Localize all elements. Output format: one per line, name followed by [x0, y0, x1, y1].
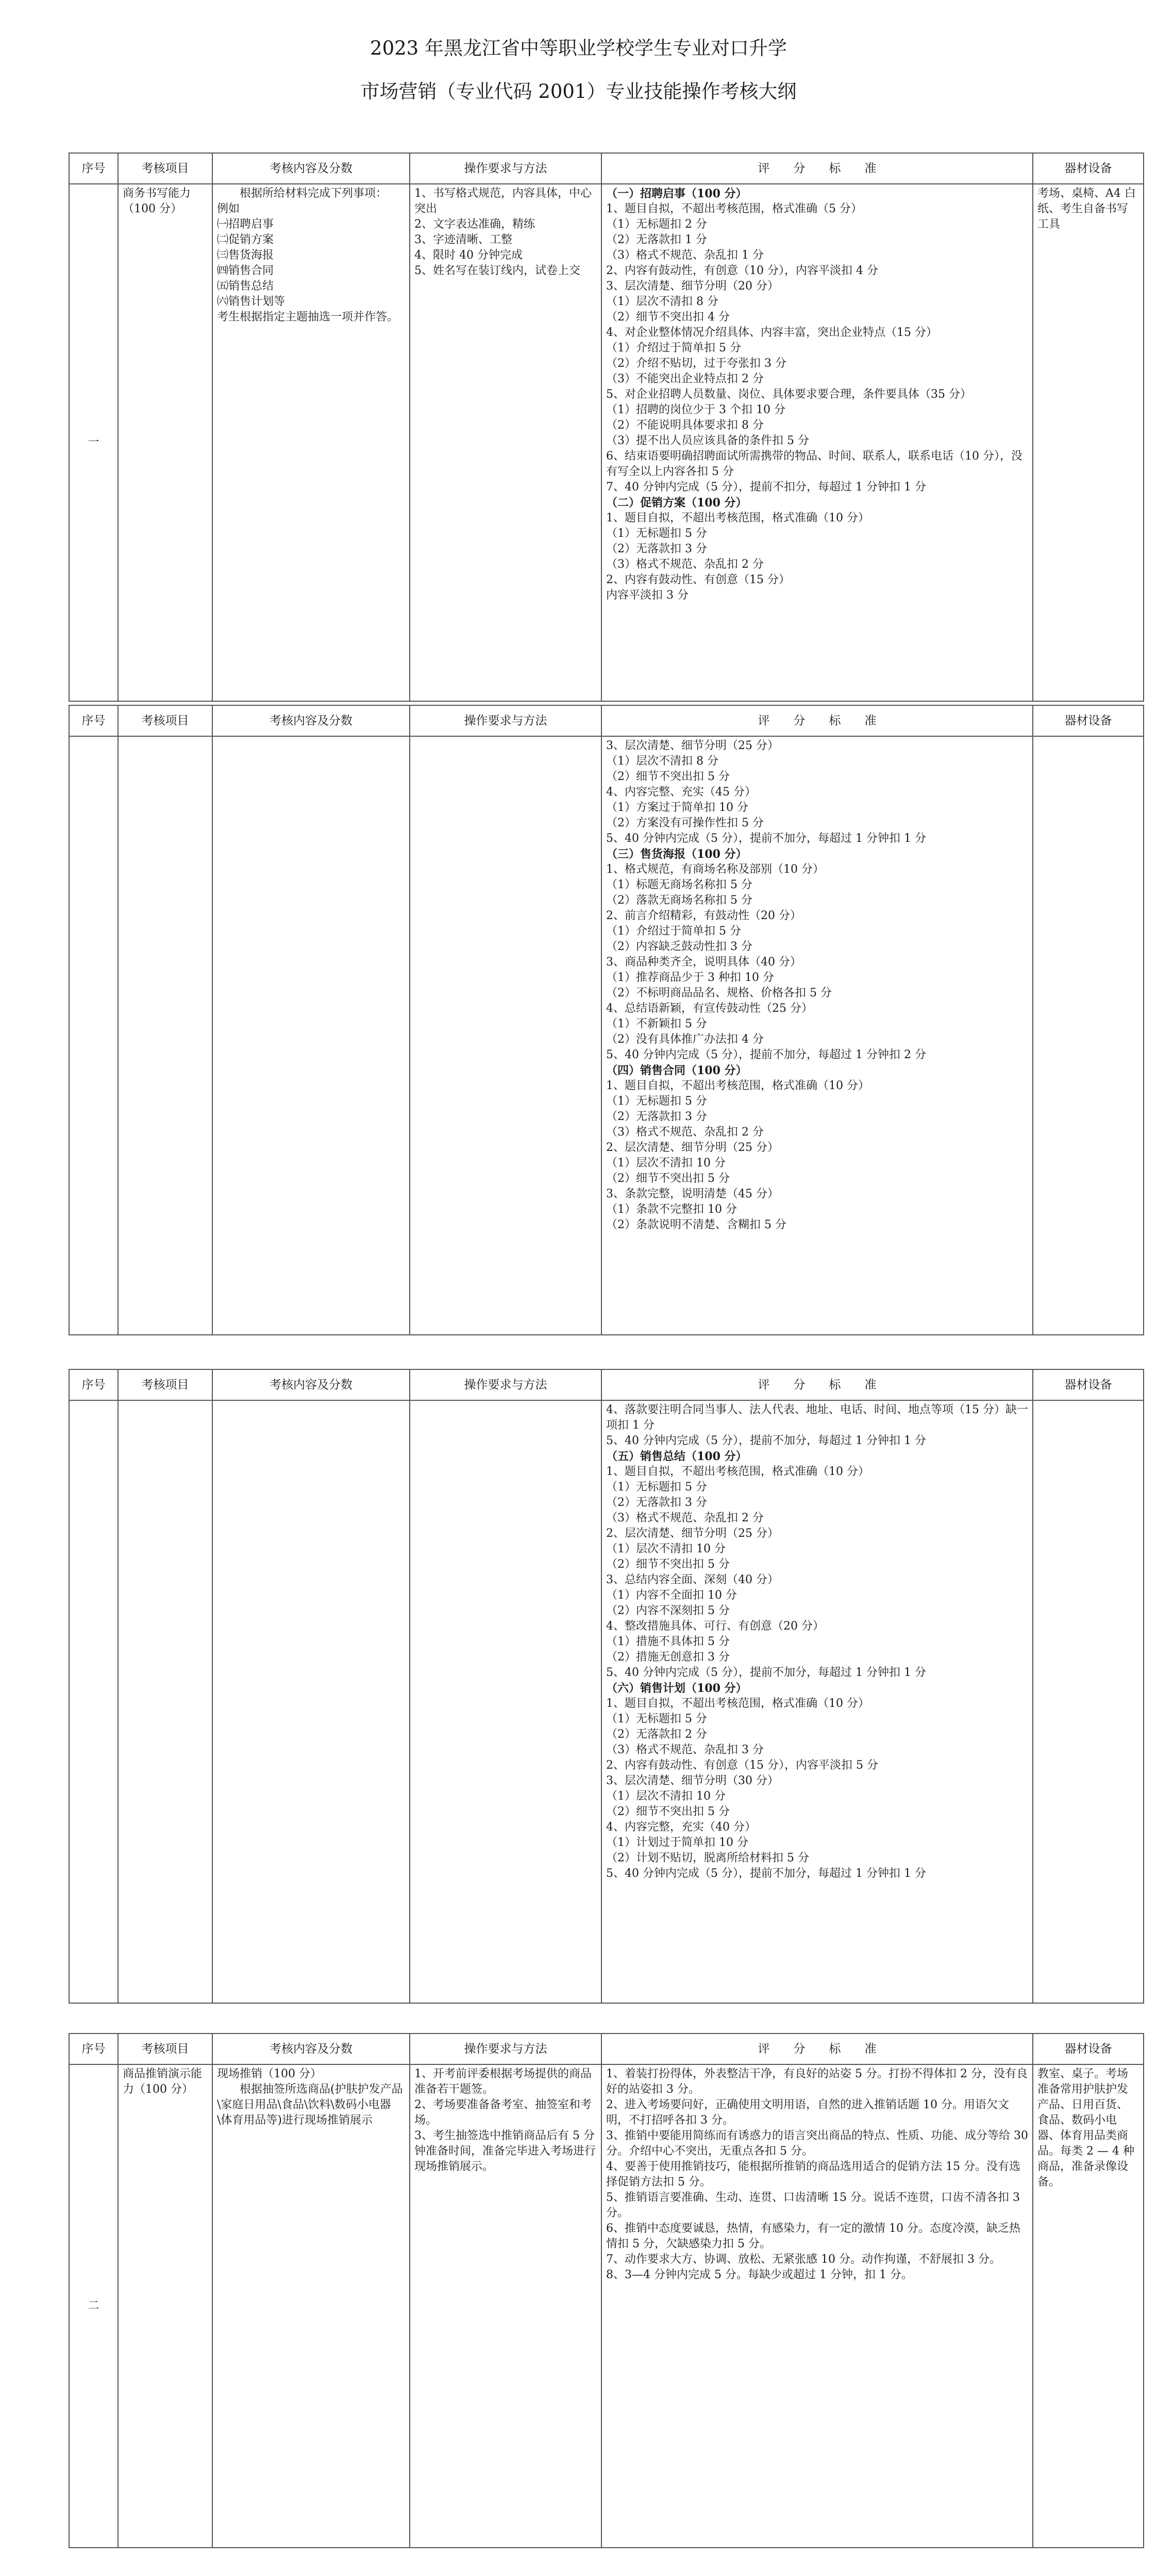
criteria-line: 1、题目自拟，不超出考核范围，格式准确（10 分）	[606, 1697, 869, 1710]
header-equipment: 器材设备	[1033, 153, 1144, 184]
header-item: 考核项目	[118, 153, 212, 184]
criteria-line: 6、结束语要明确招聘面试所需携带的物品、时间、联系人，联系电话（10 分），没有写全以上内容各扣 5 分	[606, 450, 1022, 478]
criteria-line: 1、着装打扮得体，外表整洁干净，有良好的站姿 5 分。打扮不得体扣 2 分，没有良好的站姿扣 3 分。	[606, 2067, 1028, 2096]
criteria-line: 3、商品种类齐全，说明具体（40 分）	[606, 956, 801, 969]
cell-content	[212, 736, 410, 1335]
criteria-line: 1、题目自拟，不超出考核范围，格式准确（5 分）	[606, 202, 862, 215]
cell-method	[410, 184, 601, 701]
header-content: 考核内容及分数	[212, 153, 410, 184]
method-line: 4、限时 40 分钟完成	[414, 249, 523, 262]
cell-equipment	[1033, 736, 1144, 1335]
criteria-line: 6、推销中态度要诚恳，热情，有感染力，有一定的激情 10 分。态度冷漠，缺乏热情扣 5 分，欠缺感染力扣 5 分。	[606, 2222, 1020, 2250]
criteria-line: 2、内容有鼓动性、有创意（15 分），内容平淡扣 5 分	[606, 1759, 878, 1772]
criteria-line: （2）细节不突出扣 5 分	[606, 1805, 730, 1818]
criteria-line: （3）格式不规范、杂乱扣 3 分	[606, 1743, 764, 1756]
cell-criteria	[601, 1400, 1033, 2003]
criteria-line: （2）无落款扣 3 分	[606, 1110, 707, 1123]
criteria-line: 3、推销中要能用简练而有诱惑力的语言突出商品的特点、性质、功能、成分等给 30 分。介绍中心不突出，无重点各扣 5 分。	[606, 2129, 1028, 2158]
criteria-line: （1）介绍过于简单扣 5 分	[606, 342, 741, 354]
criteria-line: 5、40 分钟内完成（5 分），提前不加分，每超过 1 分钟扣 1 分	[606, 1434, 926, 1447]
criteria-line: （1）方案过于简单扣 10 分	[606, 801, 748, 814]
criteria-line: （1）推荐商品少于 3 种扣 10 分	[606, 971, 774, 984]
criteria-line: （2）不能说明具体要求扣 8 分	[606, 419, 764, 432]
criteria-line: 4、整改措施具体、可行、有创意（20 分）	[606, 1620, 824, 1633]
content-line: 根据所给材料完成下列事项：	[240, 187, 388, 200]
criteria-line: 4、落款要注明合同当事人、法人代表、地址、电话、时间、地点等项（15 分）缺一项扣 1 分	[606, 1403, 1028, 1432]
header-method: 操作要求与方法	[410, 705, 601, 736]
method-line: 5、姓名写在装订线内，试卷上交	[414, 264, 580, 277]
criteria-line: （2）细节不突出扣 5 分	[606, 770, 730, 783]
cell-method	[410, 2064, 601, 2548]
content-line: ㈥销售计划等	[217, 295, 286, 308]
criteria-line: （1）层次不清扣 10 分	[606, 1543, 726, 1555]
criteria-line: （1）内容不全面扣 10 分	[606, 1589, 737, 1602]
criteria-line: （2）无落款扣 3 分	[606, 543, 707, 555]
criteria-line: （1）无标题扣 2 分	[606, 218, 707, 231]
criteria-line: 2、进入考场要问好，正确使用文明用语，自然的进入推销话题 10 分。用语欠文明，不打招呼各扣 3 分。	[606, 2098, 1009, 2127]
cell-seq: 二	[69, 2064, 118, 2548]
outline-table-section-4	[69, 2033, 1144, 2548]
header-method: 操作要求与方法	[410, 1369, 601, 1400]
header-equipment: 器材设备	[1033, 705, 1144, 736]
criteria-line: 2、层次清楚、细节分明（25 分）	[606, 1141, 779, 1154]
criteria-line: 4、要善于使用推销技巧，能根据所推销的商品选用适合的促销方法 15 分。没有选择促销方法扣 5 分。	[606, 2160, 1020, 2189]
criteria-heading: （五）销售总结（100 分）	[606, 1450, 747, 1463]
criteria-line: （1）无标题扣 5 分	[606, 527, 707, 540]
cell-item: 商务书写能力（100 分）	[118, 184, 212, 701]
header-seq: 序号	[69, 153, 118, 184]
header-seq: 序号	[69, 705, 118, 736]
criteria-line: （2）无落款扣 2 分	[606, 1728, 707, 1741]
criteria-line: （2）细节不突出扣 4 分	[606, 311, 730, 324]
criteria-line: （2）无落款扣 1 分	[606, 233, 707, 246]
content-line: 例如	[217, 202, 240, 215]
criteria-line: （3）格式不规范、杂乱扣 2 分	[606, 1512, 764, 1524]
criteria-line: 4、内容完整、充实（45 分）	[606, 786, 756, 799]
criteria-line: （1）标题无商场名称扣 5 分	[606, 878, 752, 891]
header-item: 考核项目	[118, 2033, 212, 2064]
criteria-line: （1）条款不完整扣 10 分	[606, 1203, 737, 1216]
header-criteria: 评 分 标 准	[601, 153, 1033, 184]
criteria-line: （1）层次不清扣 10 分	[606, 1157, 726, 1170]
cell-criteria	[601, 2064, 1033, 2548]
content-title: 现场推销（100 分）	[217, 2067, 322, 2080]
content-line: ㈡促销方案	[217, 233, 274, 246]
header-content: 考核内容及分数	[212, 1369, 410, 1400]
cell-criteria	[601, 736, 1033, 1335]
criteria-line: 3、层次清楚、细节分明（25 分）	[606, 739, 779, 752]
criteria-line: （2）方案没有可操作性扣 5 分	[606, 817, 764, 829]
cell-seq	[69, 1400, 118, 2003]
cell-item	[118, 736, 212, 1335]
header-item: 考核项目	[118, 1369, 212, 1400]
outline-table-section-1	[69, 152, 1144, 702]
header-content: 考核内容及分数	[212, 2033, 410, 2064]
criteria-line: 4、内容完整，充实（40 分）	[606, 1821, 756, 1834]
header-seq: 序号	[69, 1369, 118, 1400]
cell-equipment: 考场、桌椅、A4 白纸、考生自备书写工具	[1033, 184, 1144, 701]
criteria-line: （2）计划不贴切，脱离所给材料扣 5 分	[606, 1852, 809, 1865]
cell-item	[118, 1400, 212, 2003]
document-title-line1: 2023 年黑龙江省中等职业学校学生专业对口升学	[370, 37, 787, 59]
criteria-line: 2、前言介绍精彩，有鼓动性（20 分）	[606, 909, 801, 922]
criteria-line: （1）层次不清扣 8 分	[606, 755, 718, 768]
criteria-line: （2）内容不深刻扣 5 分	[606, 1604, 730, 1617]
criteria-line: 1、题目自拟，不超出考核范围，格式准确（10 分）	[606, 1465, 869, 1478]
criteria-line: （1）介绍过于简单扣 5 分	[606, 925, 741, 938]
header-criteria: 评 分 标 准	[601, 705, 1033, 736]
criteria-line: （1）不新颖扣 5 分	[606, 1018, 707, 1030]
criteria-line: （3）格式不规范、杂乱扣 2 分	[606, 558, 764, 571]
header-content: 考核内容及分数	[212, 705, 410, 736]
criteria-line: 3、层次清楚、细节分明（30 分）	[606, 1774, 779, 1787]
method-line: 2、考场要准备备考室、抽签室和考场。	[414, 2098, 592, 2127]
content-line: ㈢售货海报	[217, 249, 274, 262]
criteria-line: 5、对企业招聘人员数量、岗位、具体要求要合理，条件要具体（35 分）	[606, 388, 971, 401]
criteria-line: （2）条款说明不清楚、含糊扣 5 分	[606, 1218, 786, 1231]
cell-equipment: 教室、桌子。考场准备常用护肤护发产品、日用百货、食品、数码小电器、体育用品类商品。每类 2 — 4 种商品，准备录像设备。	[1033, 2064, 1144, 2548]
criteria-line: （2）介绍不贴切，过于夸张扣 3 分	[606, 357, 786, 370]
criteria-line: 7、40 分钟内完成（5 分），提前不扣分，每超过 1 分钟扣 1 分	[606, 481, 926, 494]
criteria-heading: （四）销售合同（100 分）	[606, 1064, 747, 1077]
cell-criteria	[601, 184, 1033, 701]
content-line: ㈠招聘启事	[217, 218, 274, 231]
cell-seq: 一	[69, 184, 118, 701]
criteria-line: 5、40 分钟内完成（5 分），提前不加分，每超过 1 分钟扣 2 分	[606, 1048, 926, 1061]
outline-table-section-3	[69, 1369, 1144, 2004]
criteria-line: （2）不标明商品品名、规格、价格各扣 5 分	[606, 987, 832, 999]
header-criteria: 评 分 标 准	[601, 1369, 1033, 1400]
cell-seq	[69, 736, 118, 1335]
criteria-line: 1、题目自拟，不超出考核范围，格式准确（10 分）	[606, 512, 869, 524]
criteria-line: （1）无标题扣 5 分	[606, 1095, 707, 1108]
header-criteria: 评 分 标 准	[601, 2033, 1033, 2064]
cell-content	[212, 184, 410, 701]
outline-table-section-2	[69, 705, 1144, 1335]
criteria-line: 3、条款完整，说明清楚（45 分）	[606, 1188, 779, 1200]
criteria-line: （3）不能突出企业特点扣 2 分	[606, 372, 764, 385]
header-equipment: 器材设备	[1033, 1369, 1144, 1400]
criteria-line: 5、推销语言要准确、生动、连贯、口齿清晰 15 分。说话不连贯，口齿不清各扣 3 分。	[606, 2191, 1020, 2219]
criteria-line: 4、总结语新颖，有宣传鼓动性（25 分）	[606, 1002, 813, 1015]
criteria-line: （3）格式不规范、杂乱扣 2 分	[606, 1126, 764, 1139]
cell-content	[212, 1400, 410, 2003]
criteria-heading: （六）销售计划（100 分）	[606, 1682, 747, 1695]
method-line: 1、书写格式规范，内容具体，中心突出	[414, 187, 592, 215]
criteria-line: （2）细节不突出扣 5 分	[606, 1172, 730, 1185]
criteria-line: 5、40 分钟内完成（5 分），提前不加分，每超过 1 分钟扣 1 分	[606, 1666, 926, 1679]
content-line: ㈤销售总结	[217, 280, 274, 293]
header-equipment: 器材设备	[1033, 2033, 1144, 2064]
criteria-heading: （二）促销方案（100 分）	[606, 496, 747, 510]
method-line: 1、开考前评委根据考场提供的商品准备若干题签。	[414, 2067, 592, 2096]
content-line: ㈣销售合同	[217, 264, 274, 277]
criteria-line: （2）落款无商场名称扣 5 分	[606, 894, 752, 907]
criteria-line: （1）招聘的岗位少于 3 个扣 10 分	[606, 403, 785, 416]
criteria-line: （1）计划过于简单扣 10 分	[606, 1836, 748, 1849]
cell-item: 商品推销演示能力（100 分）	[118, 2064, 212, 2548]
criteria-line: 3、总结内容全面、深刻（40 分）	[606, 1573, 779, 1586]
criteria-line: （2）内容缺乏鼓动性扣 3 分	[606, 940, 752, 953]
criteria-line: 3、层次清楚、细节分明（20 分）	[606, 280, 779, 293]
header-item: 考核项目	[118, 705, 212, 736]
criteria-line: （1）无标题扣 5 分	[606, 1481, 707, 1494]
criteria-line: 1、题目自拟，不超出考核范围，格式准确（10 分）	[606, 1079, 869, 1092]
header-method: 操作要求与方法	[410, 2033, 601, 2064]
criteria-line: 2、内容有鼓动性、有创意（15 分）	[606, 573, 790, 586]
criteria-line: （1）无标题扣 5 分	[606, 1713, 707, 1725]
cell-method	[410, 1400, 601, 2003]
content-line: 考生根据指定主题抽选一项并作答。	[217, 311, 399, 324]
criteria-line: （3）提不出人员应该具备的条件扣 5 分	[606, 434, 809, 447]
document-title-line2: 市场营销（专业代码 2001）专业技能操作考核大纲	[360, 80, 797, 103]
cell-method	[410, 736, 601, 1335]
criteria-line: 内容平淡扣 3 分	[606, 589, 689, 602]
cell-content	[212, 2064, 410, 2548]
header-seq: 序号	[69, 2033, 118, 2064]
criteria-line: 8、3—4 分钟内完成 5 分。每缺少或超过 1 分钟，扣 1 分。	[606, 2268, 913, 2281]
cell-equipment	[1033, 1400, 1144, 2003]
method-line: 2、文字表达准确，精练	[414, 218, 535, 231]
method-line: 3、字迹清晰、工整	[414, 233, 512, 246]
criteria-line: （2）无落款扣 3 分	[606, 1496, 707, 1509]
criteria-line: （1）层次不清扣 8 分	[606, 295, 718, 308]
criteria-line: （2）细节不突出扣 5 分	[606, 1558, 730, 1571]
criteria-line: 5、40 分钟内完成（5 分），提前不加分，每超过 1 分钟扣 1 分	[606, 832, 926, 845]
criteria-line: 2、层次清楚、细节分明（25 分）	[606, 1527, 779, 1540]
criteria-line: （2）没有具体推广办法扣 4 分	[606, 1033, 764, 1046]
criteria-line: 2、内容有鼓动性，有创意（10 分），内容平淡扣 4 分	[606, 264, 878, 277]
method-line: 3、考生抽签选中推销商品后有 5 分钟准备时间，准备完毕进入考场进行现场推销展示。	[414, 2129, 596, 2173]
criteria-line: 1、格式规范，有商场名称及部别（10 分）	[606, 863, 824, 876]
criteria-line: （1）层次不清扣 10 分	[606, 1790, 726, 1803]
criteria-line: （1）措施不具体扣 5 分	[606, 1635, 730, 1648]
content-body: 根据抽签所选商品(护肤护发产品\家庭日用品\食品\饮料\数码小电器\体育用品等)进行现场推销展示	[217, 2083, 403, 2127]
criteria-line: 4、对企业整体情况介绍具体、内容丰富，突出企业特点（15 分）	[606, 326, 937, 339]
criteria-heading: （一）招聘启事（100 分）	[606, 187, 747, 200]
header-method: 操作要求与方法	[410, 153, 601, 184]
criteria-line: （2）措施无创意扣 3 分	[606, 1651, 730, 1664]
criteria-heading: （三）售货海报（100 分）	[606, 848, 747, 861]
criteria-line: （3）格式不规范、杂乱扣 1 分	[606, 249, 764, 262]
criteria-line: 5、40 分钟内完成（5 分），提前不加分，每超过 1 分钟扣 1 分	[606, 1867, 926, 1880]
criteria-line: 7、动作要求大方、协调、放松、无紧张感 10 分。动作拘谨，不舒展扣 3 分。	[606, 2253, 1001, 2266]
